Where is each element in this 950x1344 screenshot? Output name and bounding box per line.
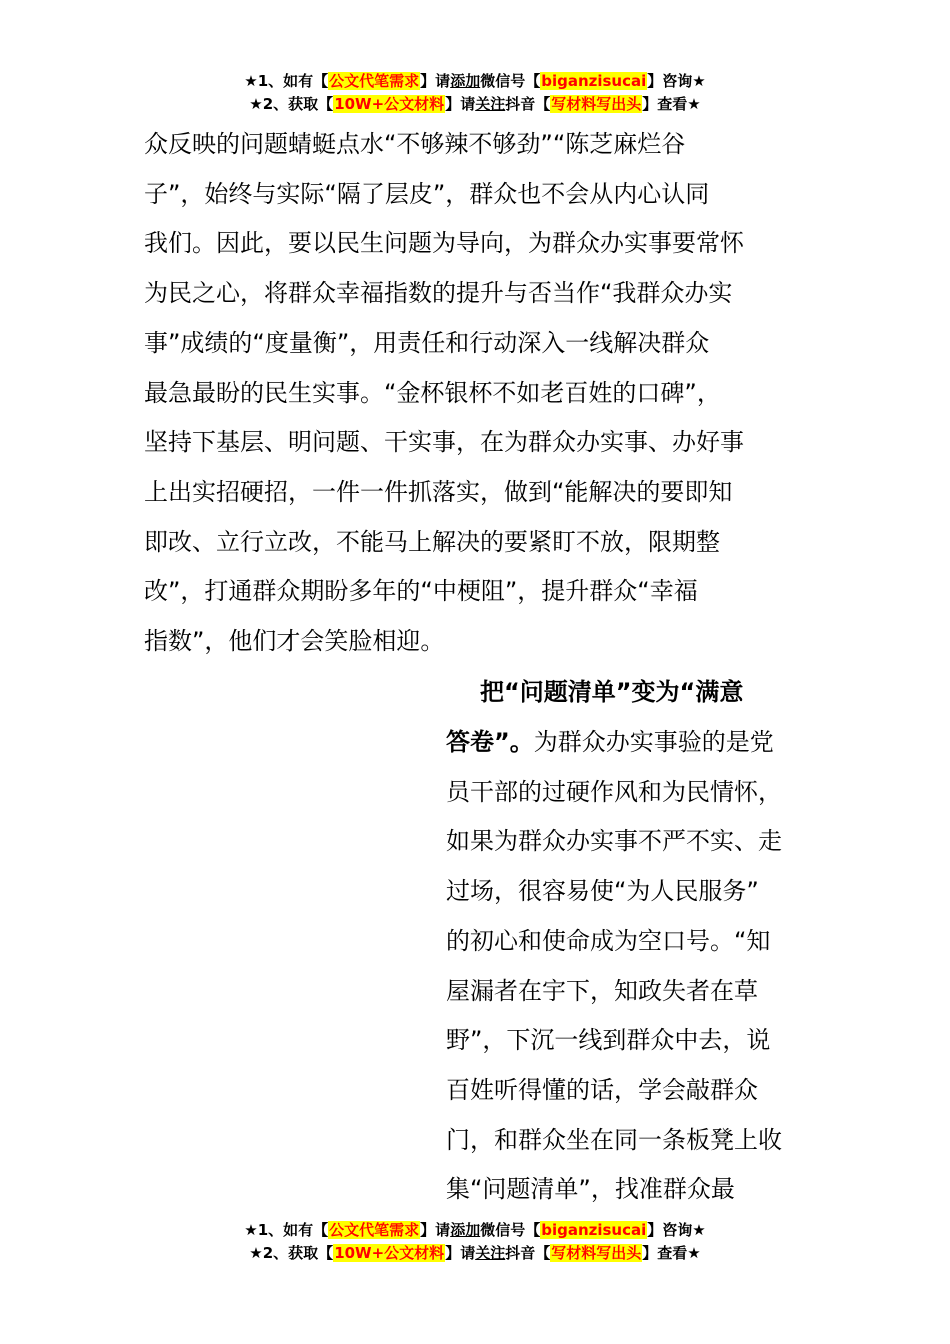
paragraph-line: 野”，下沉一线到群众中去，说 <box>446 1026 771 1055</box>
paragraph-line: 指数”，他们才会笑脸相迎。 <box>144 627 445 656</box>
paragraph-line: 众反映的问题蜻蜓点水“不够辣不够劲”“陈芝麻烂谷 <box>144 130 686 158</box>
paragraph-line: 为民之心，将群众幸福指数的提升与否当作“我群众办实 <box>144 279 733 308</box>
banner-underline: 添加 <box>450 72 481 90</box>
banner-highlight: 10W+公文材料 <box>334 1244 445 1262</box>
paragraph-line: 过场，很容易使“为人民服务” <box>446 877 759 906</box>
banner-highlight: biganzisucai <box>541 1221 647 1239</box>
paragraph-text: 为群众办实事验的是党 <box>533 728 774 756</box>
paragraph-line: 坚持下基层、明问题、干实事，在为群众办实事、办好事 <box>144 428 744 457</box>
banner-highlight: 10W+公文材料 <box>334 95 445 113</box>
paragraph-line: 最急最盼的民生实事。“金杯银杯不如老百姓的口碑”， <box>144 378 721 407</box>
banner-text: 微信号【 <box>480 1221 541 1239</box>
banner-line-2 <box>0 93 950 116</box>
banner-text: 微信号【 <box>480 72 541 90</box>
banner-highlight: 写材料写出头 <box>551 95 642 113</box>
banner-text: 】请 <box>420 72 451 90</box>
banner-text: 】咨询★ <box>647 72 706 90</box>
banner-text: ★2、获取【 <box>249 95 334 113</box>
section-heading-end: 答卷”。 <box>446 728 534 756</box>
banner-text: 】查看★ <box>642 95 701 113</box>
banner-text: ★1、如有【 <box>244 1221 329 1239</box>
footer-banner <box>0 1219 950 1265</box>
banner-underline: 添加 <box>450 1221 481 1239</box>
banner-text: 抖音【 <box>505 95 551 113</box>
body-paragraph <box>144 120 806 667</box>
banner-text: 】请 <box>445 95 476 113</box>
banner-highlight: 写材料写出头 <box>551 1244 642 1262</box>
banner-text: 】请 <box>420 1221 451 1239</box>
banner-text: 】咨询★ <box>647 1221 706 1239</box>
banner-line-1 <box>0 1219 950 1242</box>
paragraph-line: 门，和群众坐在同一条板凳上收 <box>446 1125 782 1154</box>
header-banner <box>0 70 950 116</box>
section-heading: 把“问题清单”变为“满意 <box>480 678 744 706</box>
paragraph-line: 屋漏者在宇下，知政失者在草 <box>446 976 758 1005</box>
banner-text: ★1、如有【 <box>244 72 329 90</box>
paragraph-line: 的初心和使命成为空口号。“知 <box>446 926 771 955</box>
banner-line-2 <box>0 1242 950 1265</box>
banner-text: 】查看★ <box>642 1244 701 1262</box>
paragraph-line: 即改、立行立改，不能马上解决的要紧盯不放，限期整 <box>144 527 720 556</box>
banner-line-1 <box>0 70 950 93</box>
banner-text: ★2、获取【 <box>249 1244 334 1262</box>
paragraph-line: 如果为群众办实事不严不实、走 <box>446 827 782 856</box>
banner-underline: 关注 <box>475 1244 506 1262</box>
paragraph-line: 集“问题清单”，找准群众最 <box>446 1175 735 1204</box>
paragraph-line: 上出实招硬招，一件一件抓落实，做到“能解决的要即知 <box>144 477 733 506</box>
body-paragraph-2 <box>446 718 806 1215</box>
banner-text: 】请 <box>445 1244 476 1262</box>
banner-underline: 关注 <box>475 95 506 113</box>
paragraph-line: 改”，打通群众期盼多年的“中梗阻”，提升群众“幸福 <box>144 577 698 606</box>
banner-highlight: 公文代笔需求 <box>329 72 420 90</box>
paragraph-line: 我们。因此，要以民生问题为导向，为群众办实事要常怀 <box>144 229 744 258</box>
banner-highlight: biganzisucai <box>541 72 647 90</box>
banner-text: 抖音【 <box>505 1244 551 1262</box>
paragraph-line: 事”成绩的“度量衡”，用责任和行动深入一线解决群众 <box>144 328 710 357</box>
banner-highlight: 公文代笔需求 <box>329 1221 420 1239</box>
paragraph-line: 百姓听得懂的话，学会敲群众 <box>446 1075 758 1104</box>
paragraph-line: 子”，始终与实际“隔了层皮”，群众也不会从内心认同 <box>144 179 710 208</box>
paragraph-line <box>446 718 806 768</box>
paragraph-line: 员干部的过硬作风和为民情怀， <box>446 777 782 806</box>
